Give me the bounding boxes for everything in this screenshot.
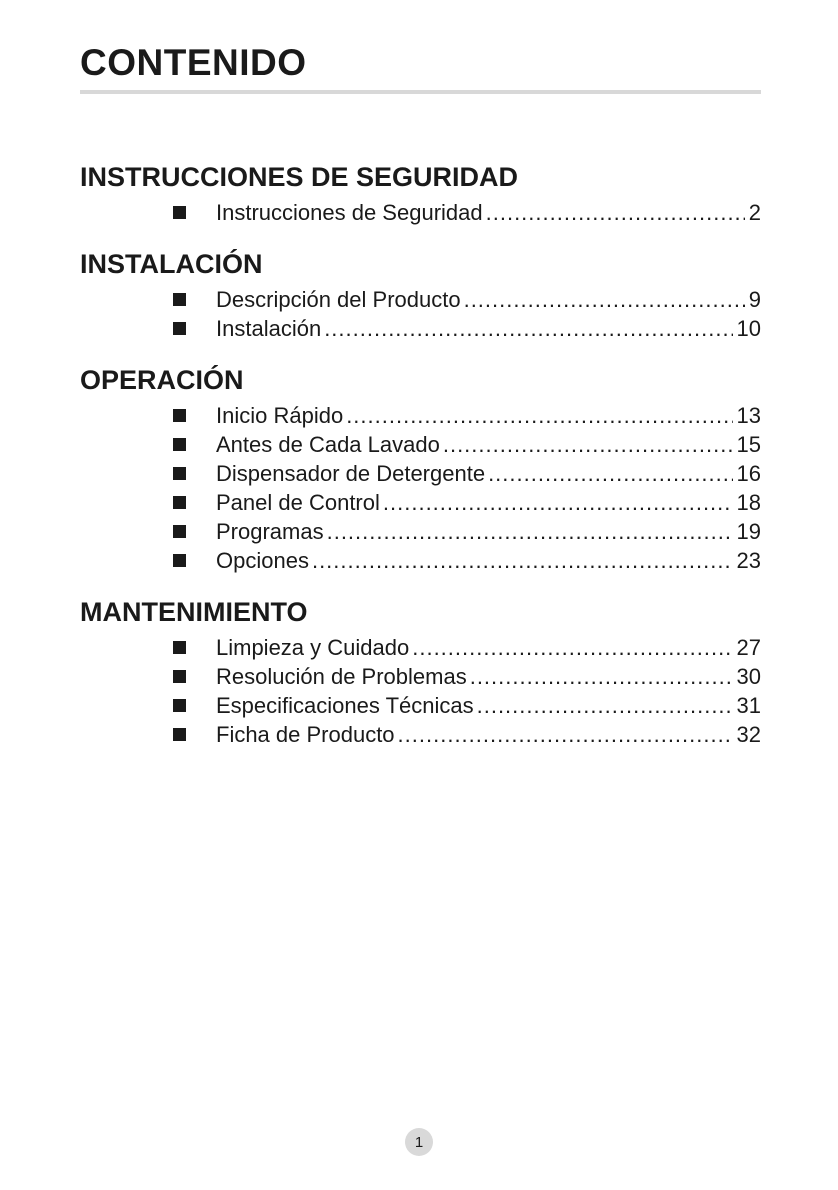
page-title: CONTENIDO [80,42,307,83]
dot-leader [443,430,733,459]
toc-entry-label: Ficha de Producto [216,722,395,747]
dot-leader [477,691,733,720]
toc-entry-label: Instalación [216,316,322,341]
dot-leader [412,633,732,662]
dot-leader [312,546,733,575]
dot-leader [488,459,732,488]
toc-entry[interactable] [80,459,761,488]
dot-leader [486,198,745,227]
toc-entry-label: Opciones [216,548,309,573]
dot-leader [346,401,732,430]
toc-entry[interactable] [80,198,761,227]
page-number-badge: 1 [405,1128,433,1156]
section-heading: INSTALACIÓN [80,249,263,279]
dot-leader [464,285,745,314]
toc-entry-label: Dispensador de Detergente [216,461,486,486]
toc-entry-page: 19 [736,519,761,544]
toc-entry-label: Instrucciones de Seguridad [216,200,483,225]
toc-entry[interactable] [80,546,761,575]
toc-entry[interactable] [80,314,761,343]
toc-entry-label: Descripción del Producto [216,287,461,312]
toc-entry[interactable] [80,285,761,314]
square-bullet-icon [173,293,186,306]
section-heading: OPERACIÓN [80,365,244,395]
square-bullet-icon [173,206,186,219]
toc-entry-label: Panel de Control [216,490,380,515]
table-of-contents [80,160,761,769]
dot-leader [398,720,733,749]
dot-leader [327,517,733,546]
square-bullet-icon [173,699,186,712]
toc-section-instalacion [80,247,761,343]
toc-entry[interactable] [80,430,761,459]
toc-entry[interactable] [80,691,761,720]
toc-entry[interactable] [80,662,761,691]
toc-entry-page: 31 [736,693,761,718]
dot-leader [324,314,732,343]
toc-section-seguridad [80,160,761,227]
toc-entry-label: Antes de Cada Lavado [216,432,440,457]
toc-section-mantenimiento [80,595,761,749]
toc-entry[interactable] [80,488,761,517]
square-bullet-icon [173,438,186,451]
toc-entry[interactable] [80,401,761,430]
square-bullet-icon [173,670,186,683]
toc-entry[interactable] [80,517,761,546]
toc-entry-page: 2 [748,200,761,225]
square-bullet-icon [173,409,186,422]
toc-entry-page: 27 [736,635,761,660]
square-bullet-icon [173,322,186,335]
toc-entry-page: 13 [736,403,761,428]
dot-leader [383,488,733,517]
toc-entry-label: Programas [216,519,324,544]
toc-section-operacion [80,363,761,575]
square-bullet-icon [173,525,186,538]
toc-entry-page: 10 [736,316,761,341]
square-bullet-icon [173,554,186,567]
section-heading: INSTRUCCIONES DE SEGURIDAD [80,162,519,192]
toc-entry-label: Especificaciones Técnicas [216,693,474,718]
toc-entry-page: 9 [748,287,761,312]
section-heading: MANTENIMIENTO [80,597,308,627]
title-underline [80,90,761,94]
square-bullet-icon [173,496,186,509]
dot-leader [470,662,733,691]
toc-entry-page: 18 [736,490,761,515]
square-bullet-icon [173,641,186,654]
toc-entry-page: 16 [736,461,761,486]
toc-entry-label: Resolución de Problemas [216,664,467,689]
toc-entry[interactable] [80,633,761,662]
square-bullet-icon [173,728,186,741]
square-bullet-icon [173,467,186,480]
toc-entry-label: Inicio Rápido [216,403,344,428]
toc-entry-page: 32 [736,722,761,747]
toc-entry-page: 30 [736,664,761,689]
toc-entry-page: 15 [736,432,761,457]
toc-entry-label: Limpieza y Cuidado [216,635,410,660]
toc-entry-page: 23 [736,548,761,573]
toc-entry[interactable] [80,720,761,749]
